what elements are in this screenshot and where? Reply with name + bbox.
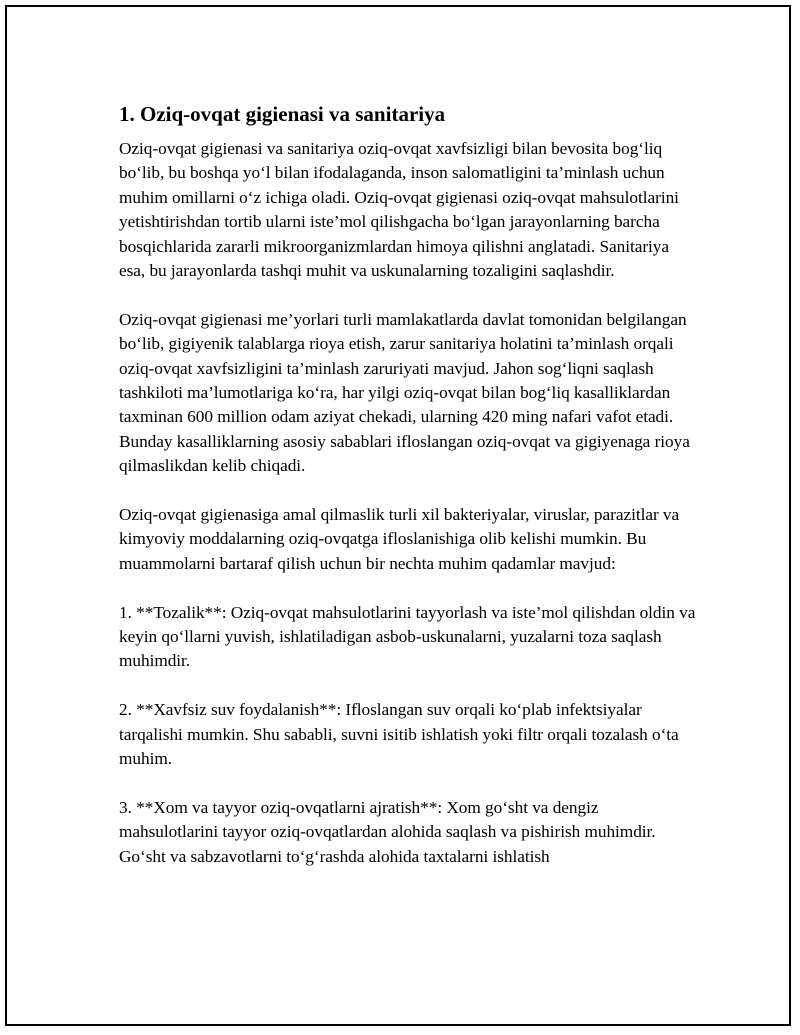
document-body <box>119 101 699 869</box>
section-heading: 1. Oziq-ovqat gigienasi va sanitariya <box>119 102 446 126</box>
paragraph-contamination: Oziq-ovqat gigienasiga amal qilmaslik turli xil bakteriyalar, viruslar, parazitlar va kimyoviy moddalarning oziq-ovqatga ifloslanishiga olib kelishi mumkin. Bu muammolarni bartaraf qilish uchun bir nechta muhim qadamlar mavjud: <box>119 505 680 573</box>
list-item-cleanliness: 1. **Tozalik**: Oziq-ovqat mahsulotlarini tayyorlash va iste’mol qilishdan oldin va keyin qo‘llarni yuvish, ishlatiladigan asbob-uskunalarni, yuzalarni toza saqlash muhimdir. <box>119 602 696 671</box>
list-item-separation: 3. **Xom va tayyor oziq-ovqatlarni ajratish**: Xom go‘sht va dengiz mahsulotlarini tayyor oziq-ovqatlardan alohida saqlash va pishirish muhimdir. Go‘sht va sabzavotlarni to‘g‘rashda alohida taxtalarni ishlatish <box>119 797 656 866</box>
paragraph-standards: Oziq-ovqat gigienasi me’yorlari turli mamlakatlarda davlat tomonidan belgilangan bo‘lib, gigiyenik talablarga rioya etish, zarur sanitariya holatini ta’minlash orqali oziq-ovqat xavfsizligini ta’minlash zaruriyati mavjud. Jahon sog‘liqni saqlash tashkiloti ma’lumotlariga ko‘ra, har yilgi oziq-ovqat bilan bog‘liq kasalliklardan taxminan 600 million odam aziyat chekadi, ularning 420 ming nafari vafot etadi. Bunday kasalliklarning asosiy sabablari ifloslangan oziq-ovqat va gigiyenaga rioya qilmaslikdan kelib chiqadi. <box>119 309 690 476</box>
document-page <box>5 5 791 1026</box>
list-item-safe-water: 2. **Xavfsiz suv foydalanish**: Ifloslangan suv orqali ko‘plab infektsiyalar tarqalishi mumkin. Shu sababli, suvni isitib ishlatish yoki filtr orqali tozalash o‘ta muhim. <box>119 700 679 769</box>
paragraph-intro: Oziq-ovqat gigienasi va sanitariya oziq-ovqat xavfsizligi bilan bevosita bog‘liq bo‘lib, bu boshqa yo‘l bilan ifodalaganda, inson salomatligini ta’minlash uchun muhim omillarni o‘z ichiga oladi. Oziq-ovqat gigienasi oziq-ovqat mahsulotlarini yetishtirishdan tortib ularni iste’mol qilishgacha bo‘lgan jarayonlarning barcha bosqichlarida zararli mikroorganizmlardan himoya qilishni anglatadi. Sanitariya esa, bu jarayonlarda tashqi muhit va uskunalarning tozaligini saqlashdir. <box>119 139 679 281</box>
